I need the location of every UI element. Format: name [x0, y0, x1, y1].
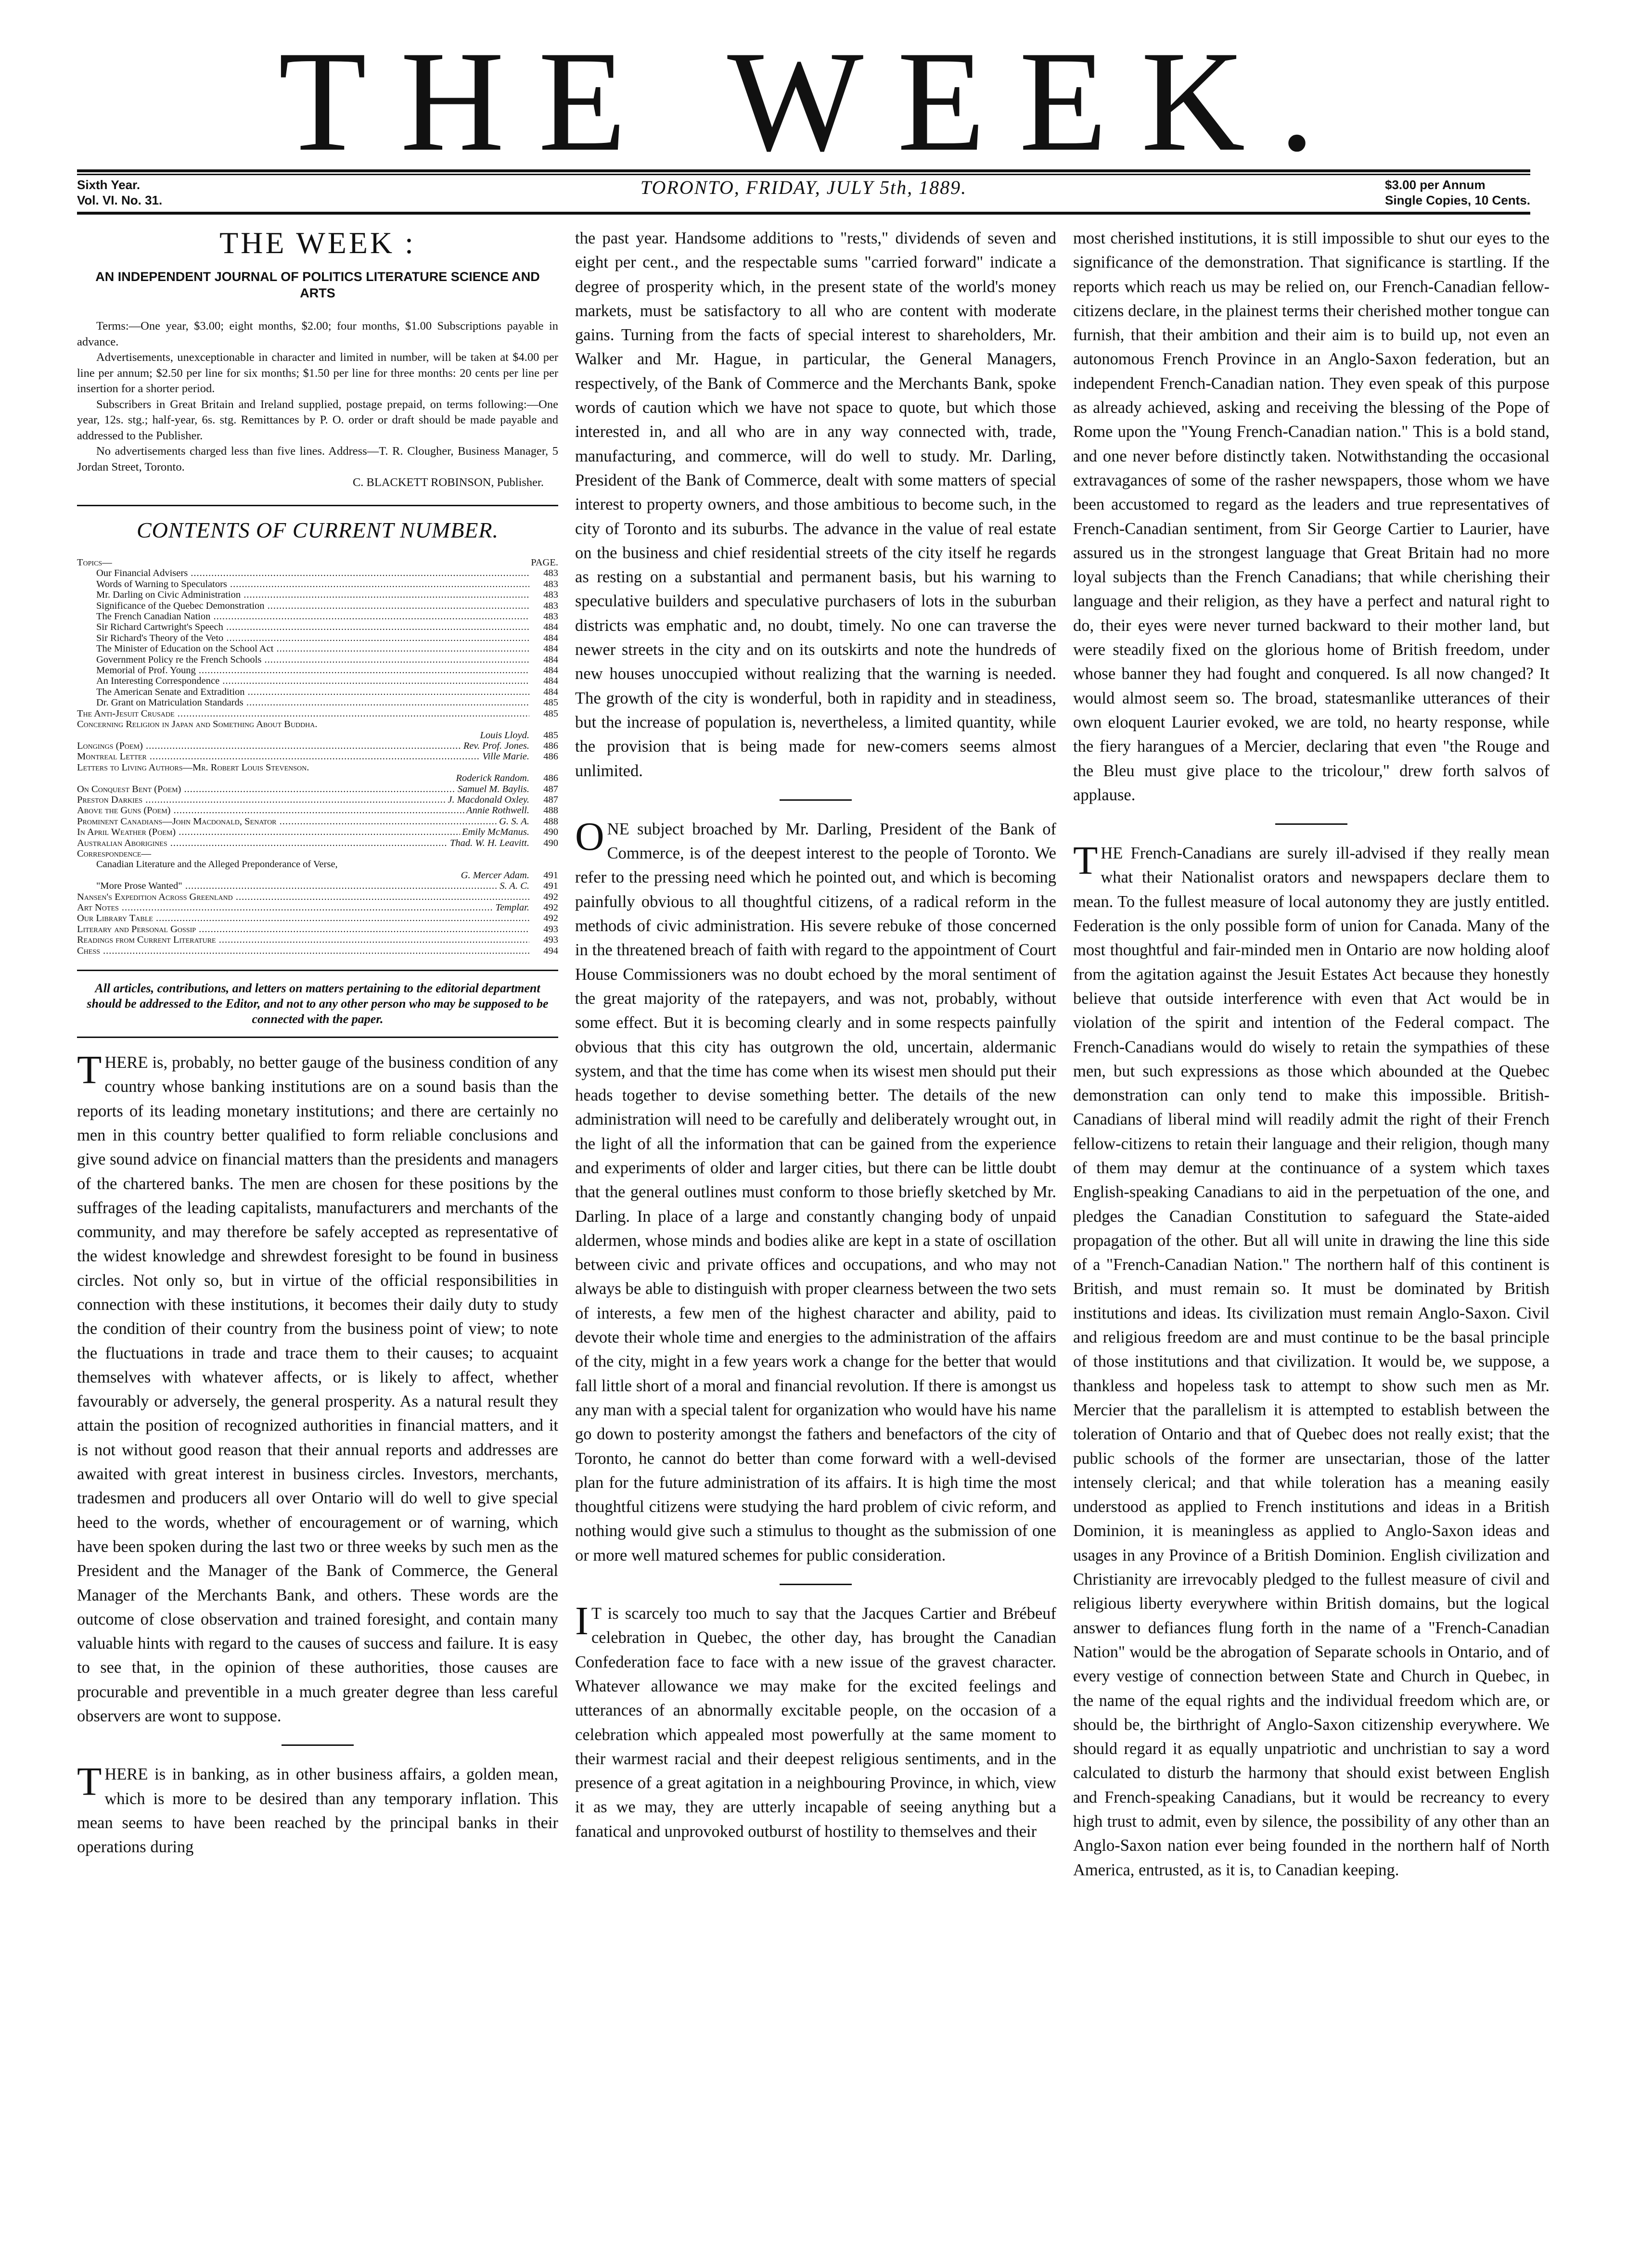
toc-entry	[77, 687, 558, 697]
toc-entry-author: Roderick Random.	[456, 773, 529, 784]
toc-items	[77, 708, 558, 848]
toc-entry	[77, 902, 558, 913]
publisher-line: C. BLACKETT ROBINSON, Publisher.	[352, 476, 544, 489]
toc-entry-page: 484	[543, 622, 558, 633]
toc-entry-page: 488	[543, 816, 558, 827]
masthead-rule-top-thin	[77, 174, 1530, 175]
toc-entry-page: 486	[543, 751, 558, 762]
toc-entry-title-wrap	[77, 622, 529, 632]
toc-entry	[77, 601, 558, 611]
toc-entry	[77, 762, 558, 773]
toc-entry	[77, 946, 558, 956]
toc-entry	[77, 633, 558, 643]
toc-entry-page: 492	[543, 902, 558, 913]
toc-correspondence-label: Correspondence—	[77, 848, 151, 859]
toc-entry-title-wrap	[77, 827, 460, 837]
toc-entry-title: Concerning Religion in Japan and Something About Buddha.	[77, 719, 318, 730]
editorial-notice: All articles, contributions, and letters on matters pertaining to the editorial department should be addressed to the Editor, and not to any other person who may be supposed to be connected with the paper.	[77, 970, 558, 1038]
toc-entry-title-wrap	[77, 687, 529, 697]
toc-entry-title: Sir Richard's Theory of the Veto	[96, 632, 224, 643]
toc-entry-author: Emily McManus.	[461, 827, 529, 838]
toc-entry-title-wrap	[77, 643, 529, 654]
article-french-canadian-nation: THE French-Canadians are surely ill-advised if they really mean what their Nationalist orators and newspapers declare them to mean. To the fullest measure of local autonomy they are justly entitled. Federation is the only possible form of union for Canada. Many of the most thoughtful and fair-minded men in Ontario are now holding aloof from the agitation against the Jesuit Estates Act because they honestly believe that outside interference with even that Act would be in violation of the spirit and intention of the Federal compact. The French-Canadians would do wisely to retain the sympathies of these men, but such expressions as those which abounded at the Quebec demonstration can only tend to make this impossible. British-Canadians of liberal mind will readily admit the right of their French fellow-citizens to retain their language and their religion, though many of them may demur at the continuance of a system which taxes English-speaking Canadians to aid in the perpetuation of the one, and pledges the Canadian Constitution to safeguard the State-aided propagation of the other. But all will unite in drawing the line this side of a "French-Canadian Nation." The northern half of this continent is British, and must remain so. It must be dominated by British institutions and ideas. Its civilization must remain Anglo-Saxon. Civil and religious freedom are and must continue to be the basal principle of those institutions and that civilization. It would be, we suppose, a thankless and hopeless task to attempt to show such men as Mr. Mercier that the parallelism it is attempted to establish between the toleration of Ontario and that of Quebec does not really exist; that the public schools of the former are unsectarian, those of the latter intensely clerical; and that while toleration has a meaning easily understood as applied to French institutions and ideas in a British Dominion, it is meaningless as applied to Anglo-Saxon ideas and usages in any Province of a British Dominion. English civilization and Christianity are irrevocably pledged to the fullest measure of civil and religious liberty everywhere within British domains, but the logical answer to defiances flung forth in the name of a "French-Canadian Nation" would be the abrogation of Separate schools in Ontario, and of every vestige of connection between State and Church in Quebec, in the name of the equal rights and the individual freedom which are, or should be, the birthright of Anglo-Saxon citizenship everywhere. We should regard it as equally unpatriotic and unchristian to say a word calculated to disturb the harmony that should exist between English and French-speaking Canadians, but it would be recreancy to every high trust to admit, even by silence, the possibility of any other than an Anglo-Saxon nation ever being founded in the northern half of North America, entrusted, as it is, to Canadian keeping.	[1073, 838, 1550, 1879]
toc-entry-title: Our Library Table	[77, 913, 153, 924]
issue-date: TORONTO, FRIDAY, JULY 5th, 1889.	[640, 177, 967, 198]
toc-entry-title: Literary and Personal Gossip	[77, 923, 196, 935]
toc-entry	[77, 816, 558, 827]
toc-entry-title-wrap	[77, 568, 529, 578]
toc-entry-title-wrap	[77, 794, 446, 805]
toc-entry	[77, 805, 558, 816]
toc-entry-title-wrap	[77, 946, 529, 956]
toc-entry-author: S. A. C.	[500, 881, 529, 892]
toc-entry-page: 492	[543, 913, 558, 924]
toc-entry-page: 484	[543, 643, 558, 654]
toc-entry-title: Dr. Grant on Matriculation Standards	[96, 697, 243, 708]
toc-entry-title: The Anti-Jesuit Crusade	[77, 708, 175, 719]
toc-entry-title: Significance of the Quebec Demonstration	[96, 600, 265, 611]
article-separator	[780, 799, 852, 801]
toc-entry	[77, 741, 558, 751]
toc-entry-author: Templar.	[495, 902, 529, 913]
column-1	[77, 226, 558, 1859]
toc-entry	[77, 579, 558, 589]
toc-entry	[77, 794, 558, 805]
toc-entry-title-wrap	[77, 665, 529, 676]
toc-entry-page: 483	[543, 568, 558, 579]
toc-entry-title-wrap	[77, 881, 498, 891]
toc-entry-page: 493	[543, 923, 558, 935]
article-separator	[1275, 823, 1347, 825]
dateline-price	[1385, 177, 1530, 208]
toc-entry	[77, 859, 558, 870]
contents-title: CONTENTS OF CURRENT NUMBER.	[77, 505, 558, 544]
toc-entry-title: Preston Darkies	[77, 794, 143, 805]
toc-entry-title-wrap	[77, 589, 529, 600]
toc-entry-author: Thad. W. H. Leavitt.	[450, 837, 529, 848]
article-financial-advisers: THERE is, probably, no better gauge of the business condition of any country whose banking institutions are on a sound basis than the reports of its leading monetary institutions; and there are certainly no men in this country better qualified to form reliable conclusions and give sound advice on financial matters than the presidents and managers of the chartered banks. The men are chosen for these positions by the suffrages of the leading capitalists, manufacturers and merchants of the community, and may therefore be safely accepted as representative of the widest knowledge and shrewdest foresight to be found in business circles. Not only so, but in virtue of the official responsibilities in connection with these institutions, it becomes their daily duty to study the condition of their country from the business point of view; to note the fluctuations in trade and trace them to their causes; to acquaint themselves with whatever affects, or is likely to affect, whether favourably or adversely, the general prosperity. As a natural result they attain the position of recognized authorities in financial matters, and it is not without good reason that their annual reports and addresses are awaited with great interest in business circles. Investors, merchants, tradesmen and producers all over Ontario will do well to give special heed to the words, whether of encouragement or of warning, which have been spoken during the last two or three weeks by such men as the President and the Manager of the Bank of Commerce, the General Manager of the Merchants Bank, and others. These words are the outcome of close observation and trained foresight, and contain many valuable hints with regard to the causes of success and failure. It is easy to see that, in the opinion of these authorities, those causes are procurable and preventible in a much greater degree than less careful observers are wont to suppose.	[77, 1048, 558, 1726]
toc-entry-title-wrap	[77, 902, 494, 913]
toc-entry-author-row	[77, 870, 558, 881]
article-quebec-demonstration: IT is scarcely too much to say that the Jacques Cartier and Brébeuf celebration in Quebec, the other day, has brought the Canadian Confederation face to face with a new issue of the gravest character. Whatever allowance we may make for the excited feelings and utterances of an abnormally excitable people, on the occasion of a celebration which appealed most powerfully at the same moment to their warmest racial and their deepest religious sentiments, and in the presence of a great agitation in a neighbouring Province, in which, view it as we may, they are utterly incapable of seeing anything but a fanatical and unprovoked outburst of hostility to themselves and their	[575, 1599, 1056, 1841]
toc-entry-title: "More Prose Wanted"	[96, 881, 182, 892]
terms-paragraph: Terms:—One year, $3.00; eight months, $2.00; four months, $1.00 Subscriptions payable in advance.	[77, 320, 558, 348]
toc-entry	[77, 708, 558, 719]
article-banking-mean: THERE is in banking, as in other business affairs, a golden mean, which is more to be desired than any temporary inflation. This mean seems to have been reached by the principal banks in their operations during	[77, 1759, 558, 1857]
brand-subtitle: AN INDEPENDENT JOURNAL OF POLITICS LITERATURE SCIENCE AND ARTS	[95, 269, 540, 300]
terms-paragraph: Advertisements, unexceptionable in character and limited in number, will be taken at $4.00 per line per annum; $2.50 per line for six months; $1.50 per line for three months: 20 cents per line per insertion for a shorter period.	[77, 351, 558, 395]
toc-entry-author-row	[77, 773, 558, 783]
toc-entry-title-wrap	[77, 784, 456, 794]
dateline	[77, 177, 1530, 211]
toc-entry	[77, 719, 558, 730]
toc-entry-page: 485	[543, 730, 558, 741]
toc-entry-title: The Minister of Education on the School Act	[96, 643, 274, 654]
terms-paragraph: No advertisements charged less than five lines. Address—T. R. Clougher, Business Manager, 5 Jordan Street, Toronto.	[77, 445, 558, 474]
toc-entry-title: Above the Guns (Poem)	[77, 805, 171, 816]
toc-entry-page: 491	[543, 881, 558, 892]
toc-entry-title: The French Canadian Nation	[96, 611, 211, 622]
masthead-title: THE WEEK.	[278, 21, 1349, 181]
toc-entry-title: Government Policy re the French Schools	[96, 654, 262, 665]
toc-entry	[77, 676, 558, 686]
article-separator	[282, 1744, 354, 1746]
price-annum: $3.00 per Annum	[1385, 178, 1486, 192]
toc-correspondence-header	[77, 848, 558, 859]
toc-entry-title-wrap	[77, 697, 529, 708]
toc-entry-page: 492	[543, 891, 558, 902]
toc-entry-page: 491	[543, 870, 558, 881]
toc-entry-page: 483	[543, 578, 558, 589]
toc-entry-page: 490	[543, 837, 558, 848]
toc-entry-title-wrap	[77, 751, 480, 762]
toc-entry	[77, 838, 558, 848]
toc-entry-title: Art Notes	[77, 902, 119, 913]
toc-entry	[77, 892, 558, 902]
dateline-rule-bottom	[77, 212, 1530, 215]
toc-correspondence	[77, 859, 558, 891]
toc-entry	[77, 697, 558, 708]
toc-entry-page: 486	[543, 773, 558, 784]
toc-entry-author: Louis Lloyd.	[480, 730, 529, 741]
toc-entry-author: Ville Marie.	[482, 751, 529, 762]
toc-entry-page: 487	[543, 794, 558, 805]
toc-entry-page: 485	[543, 697, 558, 708]
toc-entry-author: Samuel M. Baylis.	[457, 783, 529, 794]
masthead-rule-top	[77, 169, 1530, 172]
toc-entry-title-wrap	[77, 611, 529, 622]
toc-entry-title-wrap	[77, 892, 529, 902]
issue-volume: Vol. VI. No. 31.	[77, 193, 163, 207]
toc-entry-title-wrap	[77, 913, 529, 923]
table-of-contents	[77, 557, 558, 956]
terms-paragraph: Subscribers in Great Britain and Ireland supplied, postage prepaid, on terms following:—One year, 12s. stg.; half-year, 6s. stg. Remittances by P. O. order or draft should be made payable and addressed to the Publisher.	[77, 397, 558, 442]
toc-entry-title: Mr. Darling on Civic Administration	[96, 589, 241, 601]
toc-entry	[77, 611, 558, 622]
article-separator	[780, 1584, 852, 1585]
toc-entry-title: Nansen's Expedition Across Greenland	[77, 891, 233, 902]
toc-entry-page: 490	[543, 827, 558, 838]
toc-entry-title: Australian Aborigines	[77, 837, 167, 848]
toc-entry-title: Memorial of Prof. Young	[96, 665, 196, 676]
toc-entry-page: 484	[543, 632, 558, 643]
toc-entry-title-wrap	[77, 741, 461, 751]
toc-topics	[77, 568, 558, 708]
toc-entry-page: 488	[543, 805, 558, 816]
toc-entry-page: 484	[543, 665, 558, 676]
toc-entry-title-wrap	[77, 579, 529, 589]
toc-entry-page: 494	[543, 945, 558, 956]
brand-title: THE WEEK :	[219, 226, 416, 260]
toc-entry-title: Montreal Letter	[77, 751, 147, 762]
toc-entry-author: Annie Rothwell.	[466, 805, 529, 816]
toc-entry-title-wrap	[77, 816, 497, 827]
toc-entry-title-wrap	[77, 805, 464, 816]
article-quebec-demonstration-continued: most cherished institutions, it is still impossible to shut our eyes to the significance of the demonstration. That significance is startling. If the reports which reach us may be relied on, our French-Canadian fellow-citizens declare, in the plainest terms their cherished mother tongue can furnish, that their ambition and their aim is to build up, not even an autonomous French Province in an Anglo-Saxon federation, but an independent French-Canadian nation. They even speak of this purpose as already achieved, asking and receiving the blessing of the Pope of Rome upon the "Young French-Canadian nation." This is a bold stand, and one never before distinctly taken. Notwithstanding the occasional extravagances of some of the rasher newspapers, those whom we have been accustomed to regard as the leaders and true representatives of French-Canadian sentiment, from Sir George Cartier to Laurier, have assured us in the strongest language that Great Britain had no more loyal subjects than the French Canadians; that while cherishing their language and their religion, as they have a perfect and natural right to do, their eyes were never turned backward to their mother land, but were steadily fixed on the glorious home of British freedom, under whose banner they had fought and conquered. Is all now changed? It would almost seem so. The broad, statesmanlike utterances of their own eloquent Laurier evoked, we are told, no hearty response, while the fiery harangues of a Mercier, declaring that even "the Rouge and the Bleu must give place to the tricolour," drew forth salvos of applause.	[1073, 229, 1550, 804]
toc-entry	[77, 751, 558, 762]
toc-tail	[77, 892, 558, 956]
toc-header	[77, 557, 558, 568]
price-single: Single Copies, 10 Cents.	[1385, 193, 1530, 207]
toc-entry-page: 487	[543, 783, 558, 794]
toc-entry-title: Our Financial Advisers	[96, 568, 188, 579]
toc-entry-title: Letters to Living Authors—Mr. Robert Louis Stevenson.	[77, 762, 309, 773]
toc-entry-page: 483	[543, 600, 558, 611]
toc-entry-title-wrap	[77, 935, 529, 945]
toc-entry-title: Words of Warning to Speculators	[96, 578, 227, 589]
toc-entry-title: Longings (Poem)	[77, 740, 143, 751]
toc-entry-title-wrap	[77, 924, 529, 935]
column-2	[575, 226, 1056, 1844]
toc-entry-page: 486	[543, 740, 558, 751]
toc-entry-page: 484	[543, 686, 558, 697]
toc-entry-title: Readings from Current Literature	[77, 935, 216, 946]
toc-topics-label: Topics—	[77, 557, 112, 568]
toc-entry-title: Sir Richard Cartwright's Speech	[96, 622, 223, 633]
toc-entry	[77, 568, 558, 578]
toc-entry	[77, 665, 558, 676]
toc-entry	[77, 913, 558, 923]
toc-entry-title: An Interesting Correspondence	[96, 676, 220, 687]
toc-entry-author: G. Mercer Adam.	[461, 870, 529, 881]
toc-entry-author: J. Macdonald Oxley.	[448, 794, 529, 805]
toc-entry-title: The American Senate and Extradition	[96, 686, 245, 697]
toc-entry-page: 484	[543, 654, 558, 665]
toc-entry-author: G. S. A.	[499, 816, 529, 827]
toc-entry-page: 493	[543, 935, 558, 946]
toc-entry-title: Chess	[77, 945, 100, 956]
toc-entry-page: 484	[543, 676, 558, 687]
column-3	[1073, 226, 1550, 1882]
toc-entry	[77, 643, 558, 654]
toc-entry-title-wrap	[77, 633, 529, 643]
subscription-terms	[77, 319, 558, 475]
toc-entry	[77, 827, 558, 837]
toc-entry-page: 483	[543, 589, 558, 601]
toc-entry	[77, 589, 558, 600]
issue-year: Sixth Year.	[77, 178, 141, 192]
toc-entry-page: 485	[543, 708, 558, 719]
toc-entry	[77, 935, 558, 945]
article-civic-administration: ONE subject broached by Mr. Darling, President of the Bank of Commerce, is of the deepest interest to the people of Toronto. We refer to the pressing need which he pointed out, and which is becoming painfully obvious to all thoughtful citizens, of a radical reform in the methods of civic administration. His severe rebuke of those concerned in the threatened breach of faith with regard to the appointment of Court House Commissioners was no doubt echoed by the moral sentiment of the great majority of the ratepayers, and was not, probably, without some effect. But it is becoming clearly and in some respects painfully obvious that this city has outgrown the old, uncertain, aldermanic system, and that the time has come when its wisest men should put their heads together to devise something better. The details of the new administration will need to be carefully and deliberately wrought out, in the light of all the information that can be gained from the experience and experiments of older and larger cities, but there can be little doubt that the general outlines must conform to those briefly sketched by Mr. Darling. In place of a large and constantly changing body of unpaid aldermen, whose minds and bodies alike are kept in a state of oscillation between civic and private offices and occupations, and who may not always be able to distinguish with proper clearness between the two sets of interests, a few men of the highest character and ability, paid to devote their whole time and energies to the administration of the affairs of the city, might in a few years work a change for the better that would fall little short of a moral and financial revolution. If there is amongst us any man with a special talent for organization who would have his name go down to posterity amongst the fathers and benefactors of the city of Toronto, he cannot do better than come forward with a well-devised plan for the future administration of its affairs. It is high time the most thoughtful citizens were studying the hard problem of civic reform, and nothing would give such a stimulus to thought as the submission of one or more well matured schemes for public consideration.	[575, 814, 1056, 1564]
toc-entry-author-row	[77, 730, 558, 741]
toc-entry-title: Prominent Canadians—John Macdonald, Senator	[77, 816, 277, 827]
toc-entry-title-wrap	[77, 601, 529, 611]
toc-entry-title: In April Weather (Poem)	[77, 827, 176, 838]
article-banking-mean-continued: the past year. Handsome additions to "rests," dividends of seven and eight per cent., and the respectable sums "carried forward" indicate a degree of prosperity which, in the present state of the world's money markets, must be satisfactory to all who are content with moderate gains. Turning from the facts of special interest to shareholders, Mr. Walker and Mr. Hague, in particular, the General Managers, respectively, of the Bank of Commerce and the Merchants Bank, spoke words of caution which we have not space to quote, but which those interested in, and all who are in any way connected with, trade, manufacturing, and commerce, will do well to study. Mr. Darling, President of the Bank of Commerce, dealt with some matters of special interest to property owners, and those ambitious to become such, in the city of Toronto and its suburbs. The advance in the value of real estate on the business and chief residential streets of the city itself he regards as resting on a substantial and permanent basis, but his warning to speculative builders and speculative purchasers of lots in the suburban districts was emphatic and, no doubt, timely. No one can traverse the newer streets in the city and on its outskirts and note the hundreds of new houses unoccupied without realizing that the warning is needed. The growth of the city is wonderful, both in rapidity and in steadiness, but the increase of population is, nevertheless, a limited quantity, while the provision that is being made for new-comers seems almost unlimited.	[575, 229, 1056, 780]
toc-entry-title-wrap	[77, 676, 529, 686]
toc-entry-title-wrap	[77, 654, 529, 665]
toc-entry	[77, 654, 558, 665]
toc-entry-title: On Conquest Bent (Poem)	[77, 783, 181, 794]
toc-entry-title-wrap	[77, 838, 448, 848]
toc-entry	[77, 784, 558, 794]
toc-entry	[77, 622, 558, 632]
toc-entry-title: Canadian Literature and the Alleged Preponderance of Verse,	[96, 859, 338, 870]
toc-page-label: PAGE.	[531, 557, 558, 568]
toc-entry-author: Rev. Prof. Jones.	[463, 740, 529, 751]
toc-entry-page: 483	[543, 611, 558, 622]
toc-entry-title-wrap	[77, 708, 529, 719]
toc-entry	[77, 881, 558, 891]
toc-entry	[77, 924, 558, 935]
